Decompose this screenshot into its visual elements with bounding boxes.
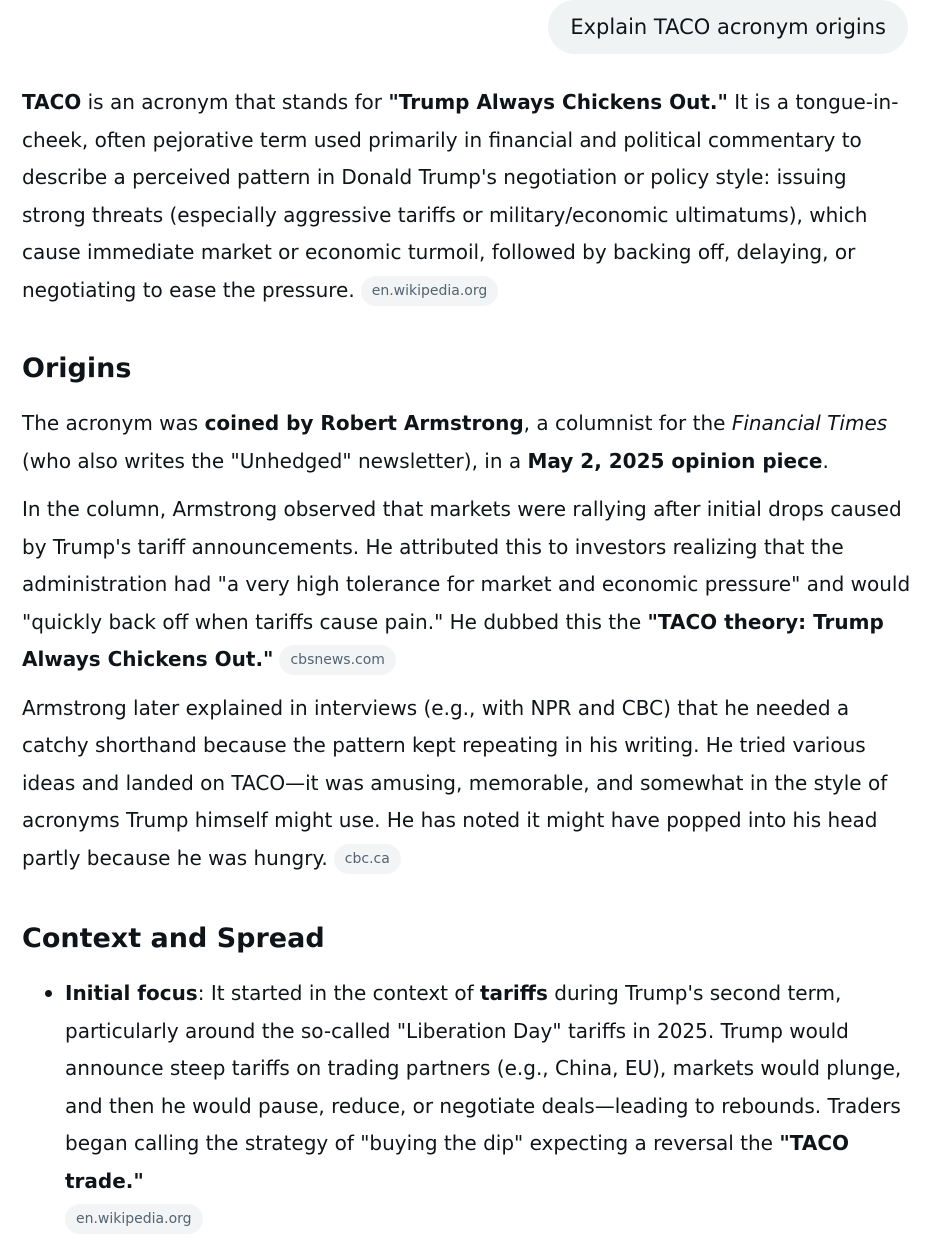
assistant-response — [22, 84, 914, 1238]
origins-paragraph-2: In the column, Armstrong observed that markets were rallying after initial drops caused by Trump's tariff announcements. He attributed this to investors realizing that the administration had "a very high tolerance for market and economic pressure" and would "quickly back off when tariffs cause pain." He dubbed this the "TACO theory: Trump Always Chickens Out." cbsnews.com — [22, 491, 914, 679]
origins-paragraph-3: Armstrong later explained in interviews (e.g., with NPR and CBC) that he needed a catchy shorthand because the pattern kept repeating in his writing. He tried various ideas and landed on TACO—it was amusing, memorable, and somewhat in the style of acronyms Trump himself might use. He has noted it might have popped into his head partly because he was hungry. cbc.ca — [22, 690, 914, 878]
list-item: Initial focus: It started in the context of tariffs during Trump's second term, particularly around the so-called "Liberation Day" tariffs in 2025. Trump would announce steep tariffs on trading partners (e.g., China, EU), markets would plunge, and then he would pause, reduce, or negotiate deals—leading to rebounds. Traders began calling the strategy of "buying the dip" expecting a reversal the "TACO trade." en.wikipedia.org — [65, 975, 914, 1238]
section-heading-origins: Origins — [22, 353, 132, 384]
bullet-icon — [45, 990, 52, 997]
citation-chip[interactable]: en.wikipedia.org — [361, 276, 499, 306]
origins-paragraph-1: The acronym was coined by Robert Armstrong, a columnist for the Financial Times (who also writes the "Unhedged" newsletter), in a May 2, 2025 opinion piece. — [22, 411, 888, 473]
section-heading-context: Context and Spread — [22, 923, 325, 954]
user-message-bubble: Explain TACO acronym origins — [548, 0, 908, 54]
citation-chip[interactable]: en.wikipedia.org — [65, 1204, 203, 1234]
citation-chip[interactable]: cbsnews.com — [279, 645, 395, 675]
citation-chip[interactable]: cbc.ca — [334, 844, 401, 874]
intro-paragraph: TACO is an acronym that stands for "Trump Always Chickens Out." It is a tongue-in-cheek, often pejorative term used primarily in financial and political commentary to describe a perceived pattern in Donald Trump's negotiation or policy style: issuing strong threats (especially aggressive tariffs or military/economic ultimatums), which cause immediate market or economic turmoil, followed by backing off, delaying, or negotiating to ease the pressure. en.wikipedia.org — [22, 84, 914, 309]
context-bullet-list — [22, 975, 914, 1238]
